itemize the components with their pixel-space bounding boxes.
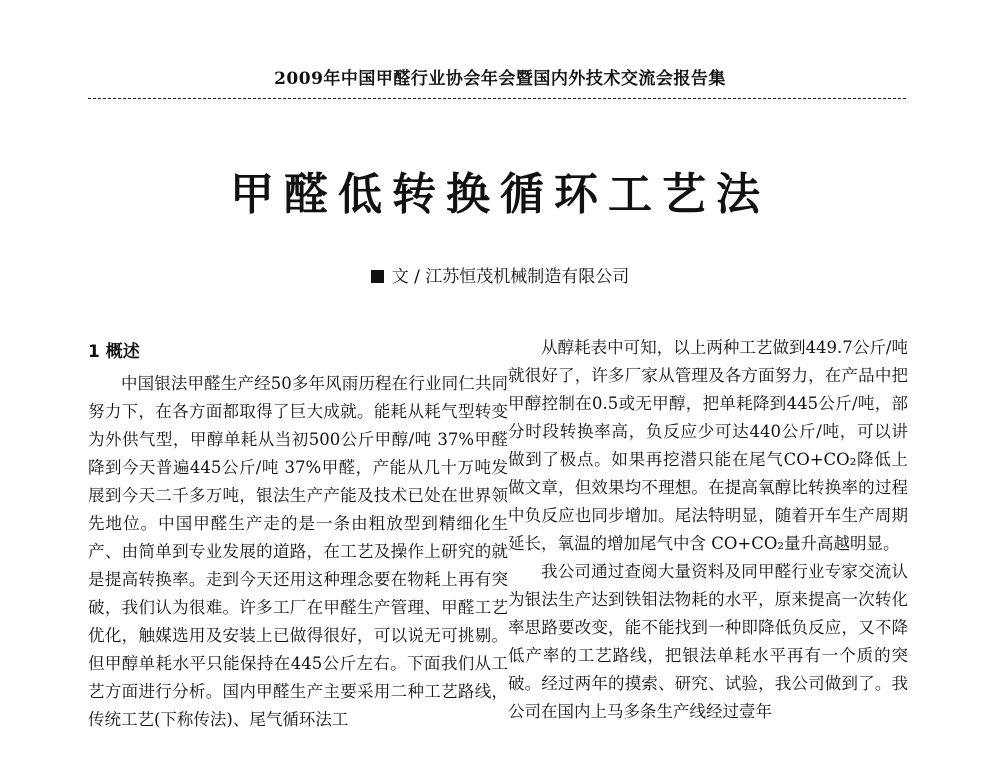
body-paragraph: 从醇耗表中可知，以上两种工艺做到449.7公斤/吨就很好了，许多厂家从管理及各方面努力，在产品中把甲醇控制在0.5或无甲醇，把单耗降到445公斤/吨，部分时段转换率高，负反应少可达440公斤/吨，可以讲做到了极点。如果再挖潜只能在尾气CO+CO₂降低上做文章，但效果均不理想。在提高氧醇比转换率的过程中负反应也同步增加。尾法特明显，随着开车生产周期延长，氧温的增加尾气中含 CO+CO₂量升高越明显。	[508, 338, 908, 553]
article-byline	[0, 262, 1000, 287]
header-rule	[88, 98, 906, 99]
section-heading: 1 概述	[88, 342, 140, 362]
byline-text: 文 / 江苏恒茂机械制造有限公司	[391, 267, 630, 287]
body-paragraph: 我公司通过查阅大量资料及同甲醛行业专家交流认为银法生产达到铁钼法物耗的水平，原来提高一次转化率思路要改变，能不能找到一种即降低负反应，又不降低产率的工艺路线，把银法单耗水平再有一个质的突破。经过两年的摸索、研究、试验，我公司做到了。我公司在国内上马多条生产线经过壹年	[508, 562, 908, 721]
body-paragraph: 中国银法甲醛生产经50多年风雨历程在行业同仁共同努力下，在各方面都取得了巨大成就。能耗从耗气型转变为外供气型，甲醇单耗从当初500公斤甲醇/吨 37%甲醛降到今天普遍445公斤/吨 37%甲醛，产能从几十万吨发展到今天二千多万吨，银法生产产能及技术已处在世界领先地位。中国甲醛生产走的是一条由粗放型到精细化生产、由简单到专业发展的道路，在工艺及操作上研究的就是提高转换率。走到今天还用这种理念要在物耗上再有突破，我们认为很难。许多工厂在甲醛生产管理、甲醛工艺优化，触媒选用及安装上已做得很好，可以说无可挑剔。但甲醇单耗水平只能保持在445公斤左右。下面我们从工艺方面进行分析。国内甲醛生产主要采用二种工艺路线，传统工艺(下称传法)、尾气循环法工	[88, 374, 508, 729]
article-title: 甲醛低转换循环工艺法	[230, 169, 770, 220]
byline-square-icon	[371, 270, 384, 283]
left-column	[88, 334, 508, 734]
running-header: 2009年中国甲醛行业协会年会暨国内外技术交流会报告集	[274, 69, 726, 89]
right-column	[508, 334, 908, 726]
